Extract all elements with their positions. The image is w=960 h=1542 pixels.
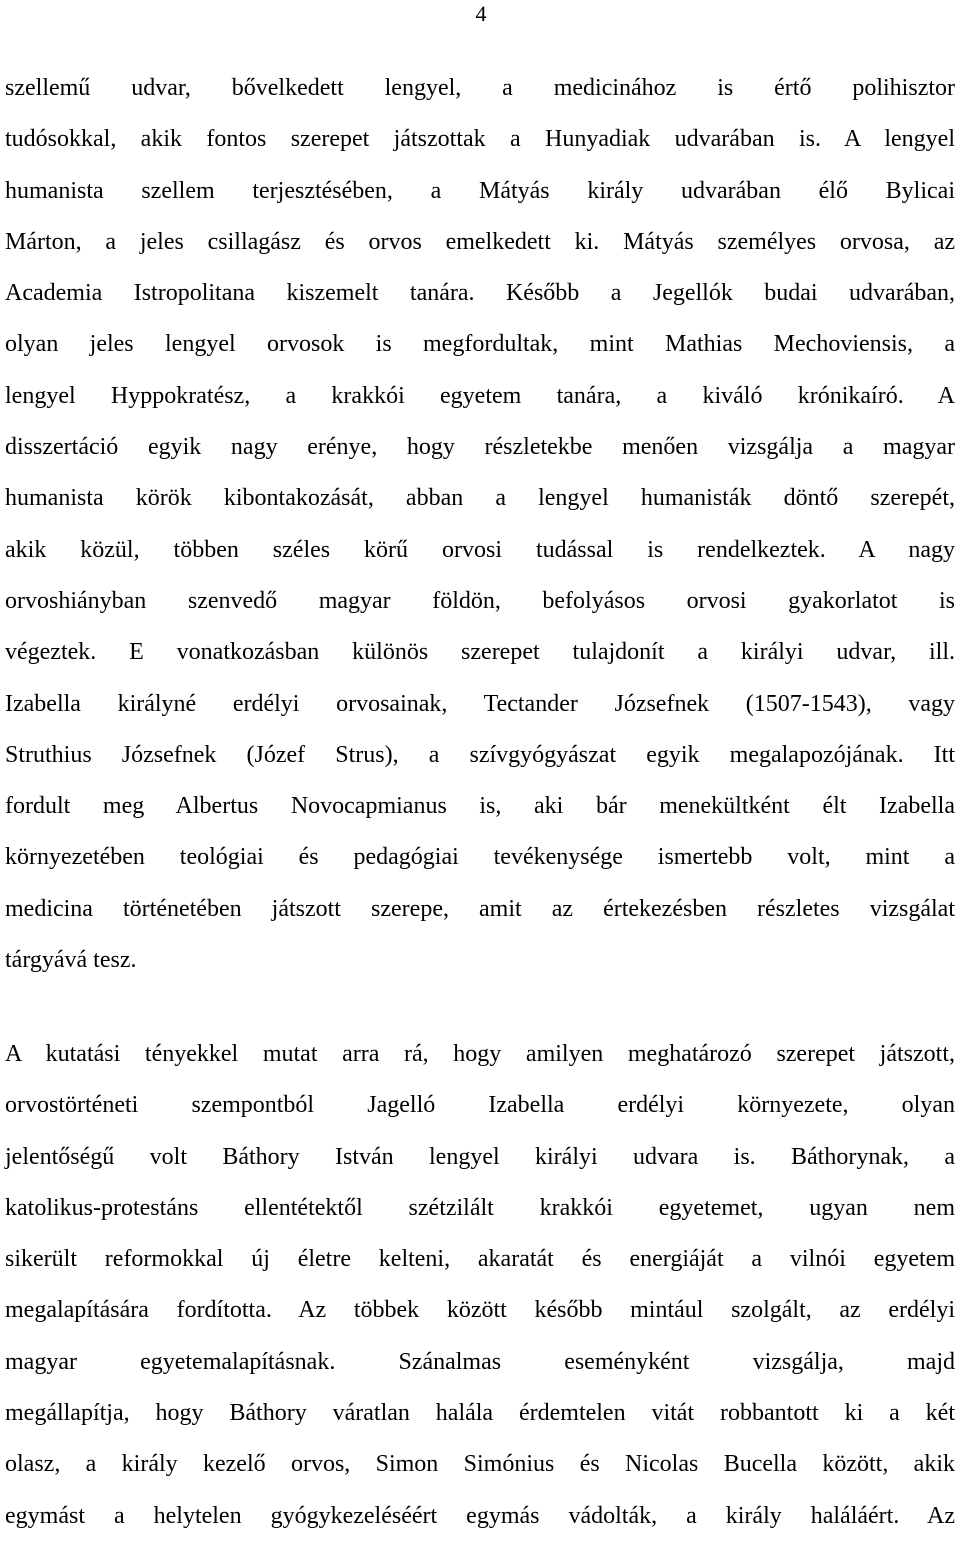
paragraph	[5, 63, 955, 986]
text-line: környezetében teológiai és pedagógiai tevékenysége ismertebb volt, mint a	[5, 844, 955, 871]
text-line: egymást a helytelen gyógykezeléséért egymás vádolták, a király haláláért. Az	[5, 1502, 955, 1529]
text-line: olasz, a király kezelő orvos, Simon Simónius és Nicolas Bucella között, akik	[5, 1451, 955, 1478]
paragraph	[5, 1029, 955, 1542]
text-line: olyan jeles lengyel orvosok is megfordultak, mint Mathias Mechoviensis, a	[5, 331, 955, 358]
text-line: jelentőségű volt Báthory István lengyel királyi udvara is. Báthorynak, a	[5, 1143, 955, 1170]
text-line: végeztek. E vonatkozásban különös szerepet tulajdonít a királyi udvar, ill.	[5, 639, 955, 666]
text-line: lengyel Hyppokratész, a krakkói egyetem tanára, a kiváló krónikaíró. A	[5, 382, 955, 409]
text-line: Izabella királyné erdélyi orvosainak, Tectander Józsefnek (1507-1543), vagy	[5, 690, 955, 717]
text-line: tárgyává tesz.	[5, 947, 137, 974]
text-line: magyar egyetemalapításnak. Szánalmas eseményként vizsgálja, majd	[5, 1348, 955, 1375]
text-line: A kutatási tényekkel mutat arra rá, hogy amilyen meghatározó szerepet játszott,	[5, 1041, 955, 1067]
text-line: humanista körök kibontakozását, abban a lengyel humanisták döntő szerepét,	[5, 485, 955, 512]
text-line: Struthius Józsefnek (Józef Strus), a szívgyógyászat egyik megalapozójának. Itt	[5, 741, 955, 768]
text-line: medicina történetében játszott szerepe, amit az értekezésben részletes vizsgálat	[5, 895, 955, 922]
text-line: Márton, a jeles csillagász és orvos emelkedett ki. Mátyás személyes orvosa, az	[5, 228, 955, 255]
text-line: orvostörténeti szempontból Jagelló Izabella erdélyi környezete, olyan	[5, 1092, 955, 1119]
text-line: szellemű udvar, bővelkedett lengyel, a medicinához is értő polihisztor	[5, 75, 955, 101]
text-line: humanista szellem terjesztésében, a Mátyás király udvarában élő Bylicai	[5, 177, 955, 204]
text-line: tudósokkal, akik fontos szerepet játszottak a Hunyadiak udvarában is. A lengyel	[5, 126, 955, 153]
text-line: Academia Istropolitana kiszemelt tanára. Később a Jegellók budai udvarában,	[5, 280, 955, 307]
text-line: akik közül, többen széles körű orvosi tudással is rendelkeztek. A nagy	[5, 536, 955, 563]
text-line: megállapítja, hogy Báthory váratlan halála érdemtelen vitát robbantott ki a két	[5, 1400, 955, 1427]
page-number: 4	[475, 1, 487, 26]
text-line: fordult meg Albertus Novocapmianus is, aki bár menekültként élt Izabella	[5, 793, 955, 820]
text-line: megalapítására fordította. Az többek között később mintául szolgált, az erdélyi	[5, 1297, 955, 1324]
text-line: orvoshiányban szenvedő magyar földön, befolyásos orvosi gyakorlatot is	[5, 587, 955, 614]
text-line: sikerült reformokkal új életre kelteni, akaratát és energiáját a vilnói egyetem	[5, 1246, 955, 1273]
text-line: disszertáció egyik nagy erénye, hogy részletekbe menően vizsgálja a magyar	[5, 434, 955, 461]
text-line: katolikus-protestáns ellentétektől szétzilált krakkói egyetemet, ugyan nem	[5, 1194, 955, 1221]
